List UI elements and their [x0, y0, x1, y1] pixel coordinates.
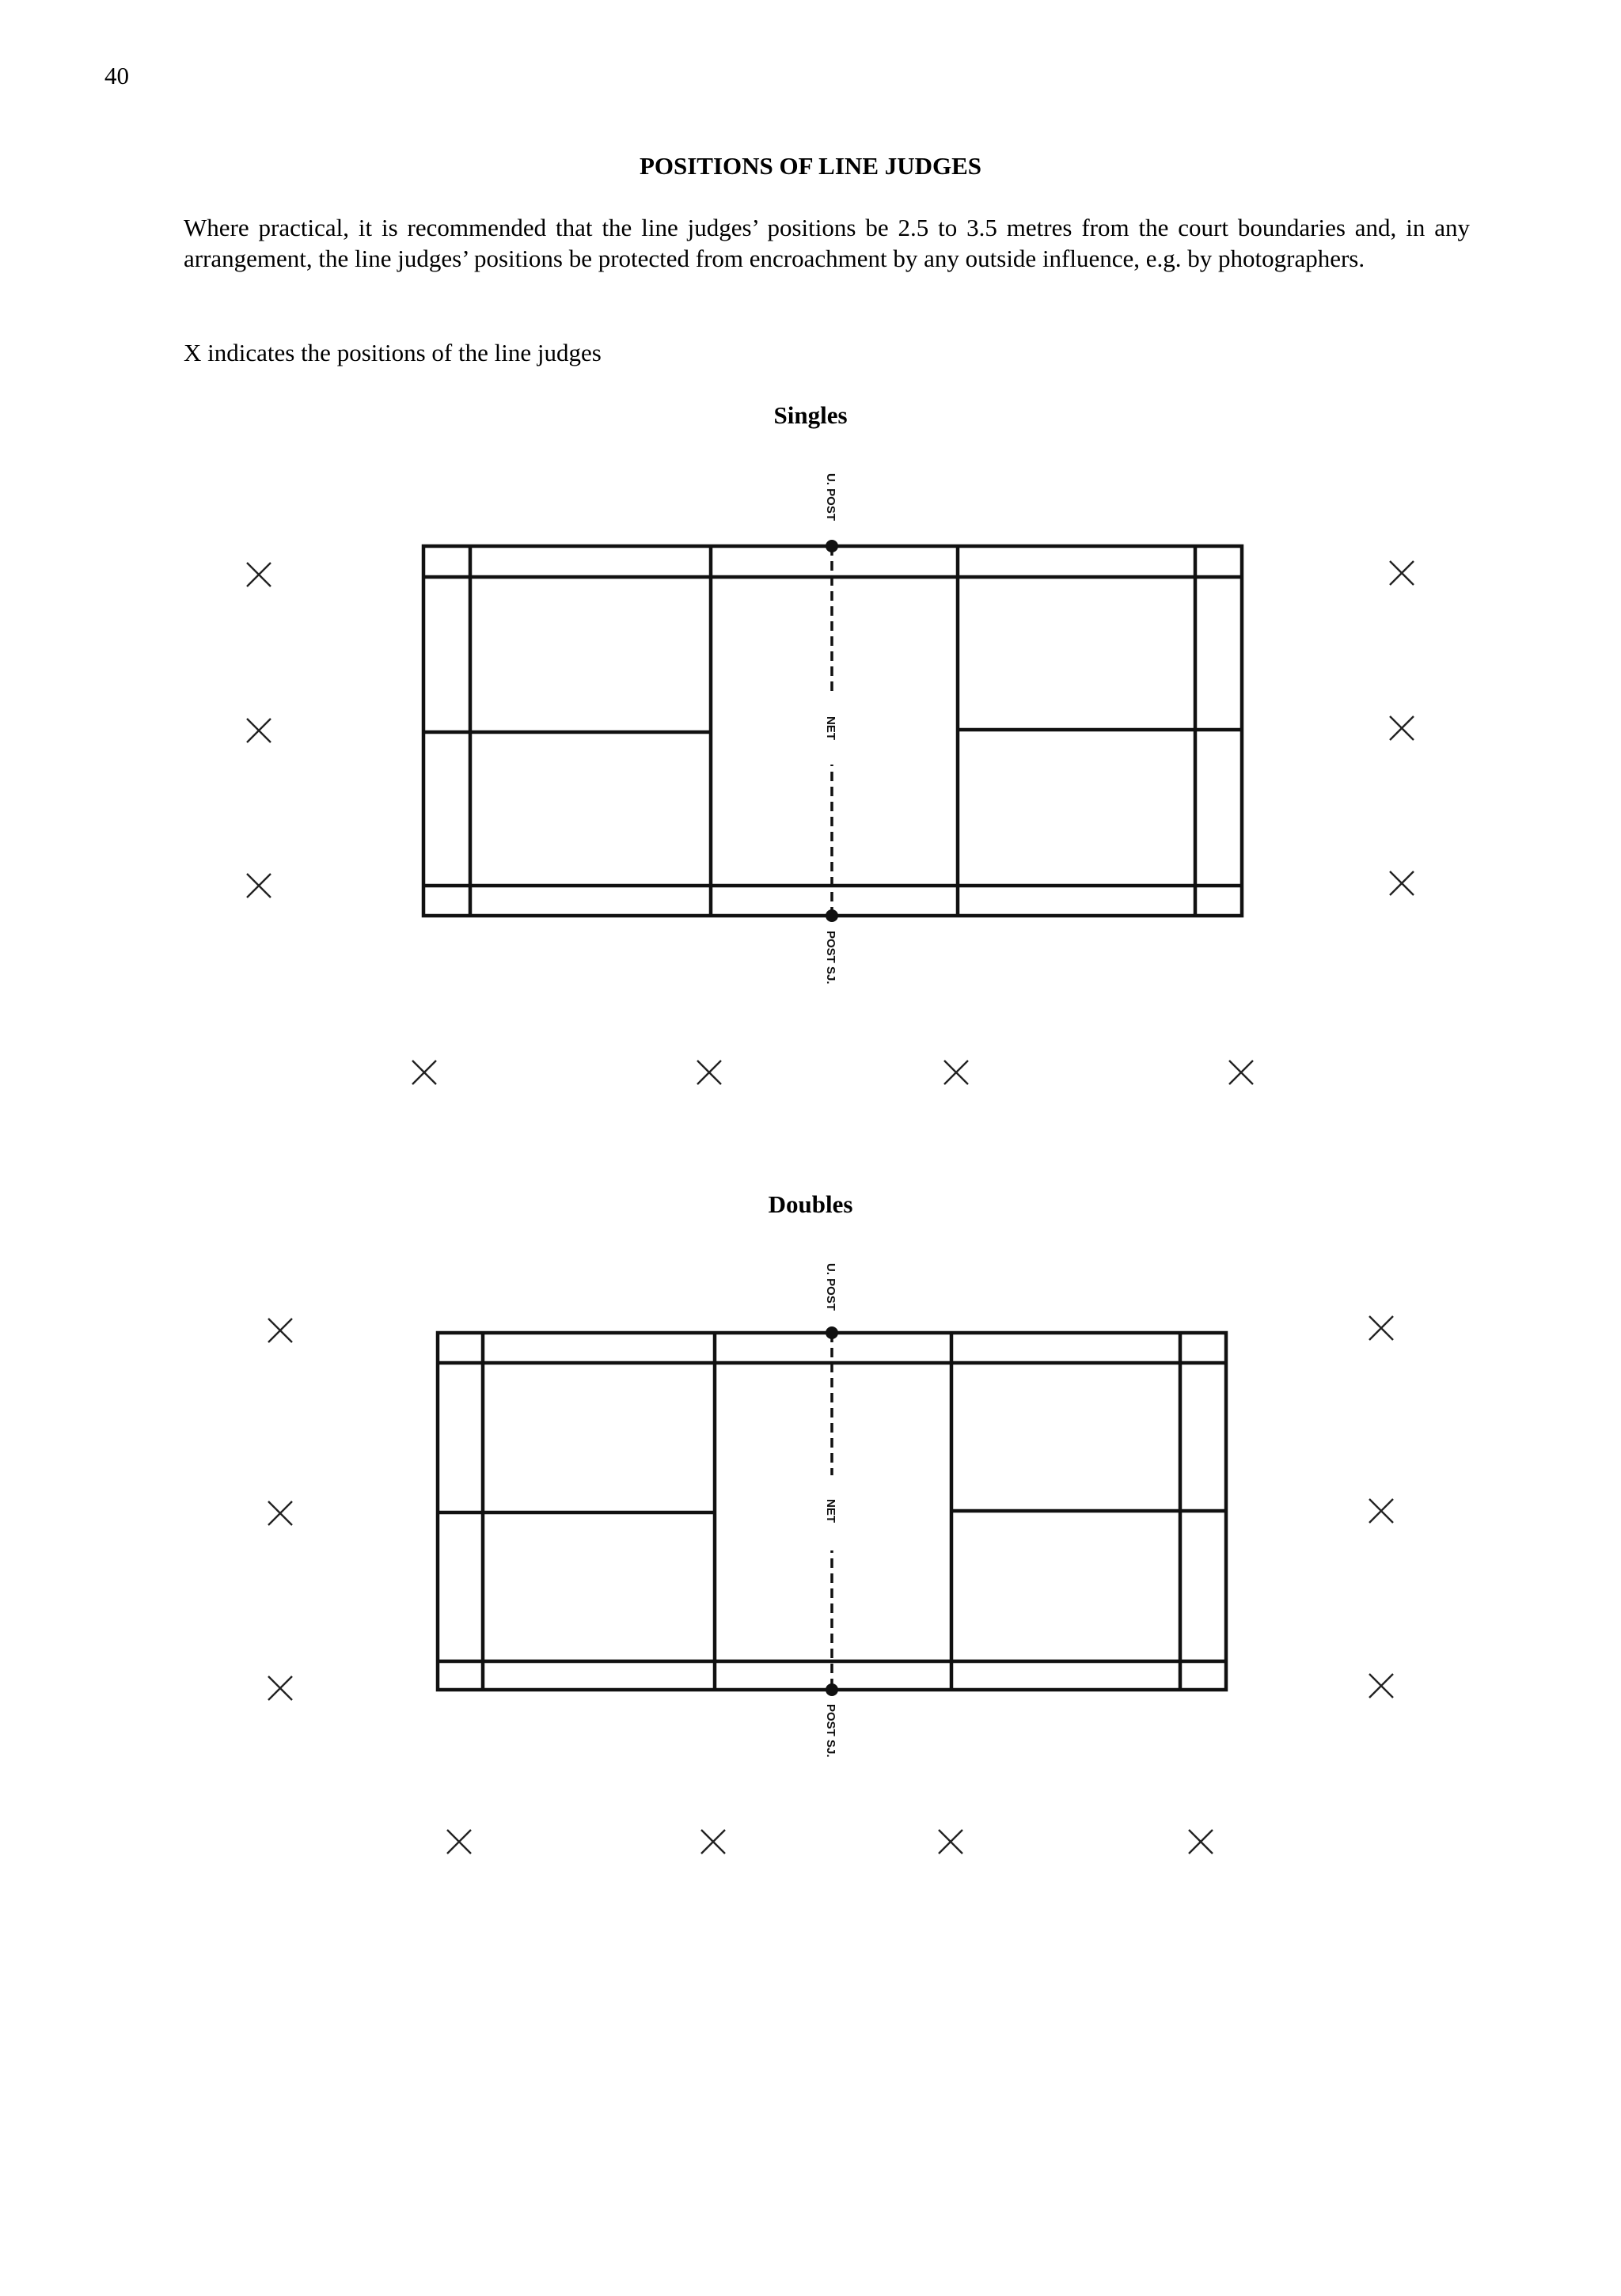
- doubles-court-diagram: [0, 1231, 1621, 1880]
- singles-judge-marker: [1390, 871, 1414, 895]
- doubles-judge-marker: [268, 1676, 292, 1700]
- page-number: 40: [104, 62, 129, 89]
- singles-judge-marker: [944, 1061, 968, 1084]
- doubles-top-post-label: U. POST: [824, 1263, 837, 1311]
- singles-judge-marker: [247, 874, 271, 898]
- singles-judge-marker: [697, 1061, 721, 1084]
- singles-bottom-post: [826, 909, 838, 922]
- doubles-net-label: NET: [824, 1499, 837, 1523]
- singles-net-label: NET: [824, 716, 837, 740]
- legend-text: X indicates the positions of the line judges: [184, 339, 602, 366]
- doubles-judge-marker: [268, 1501, 292, 1525]
- singles-judge-marker: [1390, 561, 1414, 585]
- doubles-title: Doubles: [768, 1190, 853, 1218]
- singles-court-diagram: [0, 443, 1621, 1092]
- doubles-judge-marker: [268, 1319, 292, 1342]
- page-title: POSITIONS OF LINE JUDGES: [639, 152, 982, 180]
- doubles-bottom-post-label: POST SJ.: [824, 1704, 837, 1758]
- singles-judge-marker: [412, 1061, 436, 1084]
- singles-top-post-label: U. POST: [824, 473, 837, 522]
- doubles-judge-marker: [1369, 1316, 1393, 1340]
- singles-judge-marker: [1229, 1061, 1253, 1084]
- doubles-judge-marker: [1369, 1499, 1393, 1523]
- doubles-top-post: [826, 1326, 838, 1339]
- intro-paragraph: Where practical, it is recommended that the line judges’ positions be 2.5 to 3.5 metres from the court boundaries and, in any arrangement, the line judges’ positions be protected from encroachment by any outside influence, e.g. by photographers.: [184, 214, 1470, 272]
- singles-bottom-post-label: POST SJ.: [824, 931, 837, 985]
- doubles-judge-marker: [1369, 1674, 1393, 1698]
- singles-title: Singles: [773, 401, 848, 429]
- doubles-judge-marker: [701, 1830, 725, 1854]
- doubles-judge-marker: [1189, 1830, 1213, 1854]
- doubles-judge-marker: [939, 1830, 962, 1854]
- singles-judge-marker: [247, 563, 271, 586]
- singles-top-post: [826, 540, 838, 552]
- singles-judge-marker: [247, 719, 271, 742]
- singles-judge-marker: [1390, 716, 1414, 740]
- doubles-bottom-post: [826, 1683, 838, 1696]
- doubles-judge-marker: [447, 1830, 471, 1854]
